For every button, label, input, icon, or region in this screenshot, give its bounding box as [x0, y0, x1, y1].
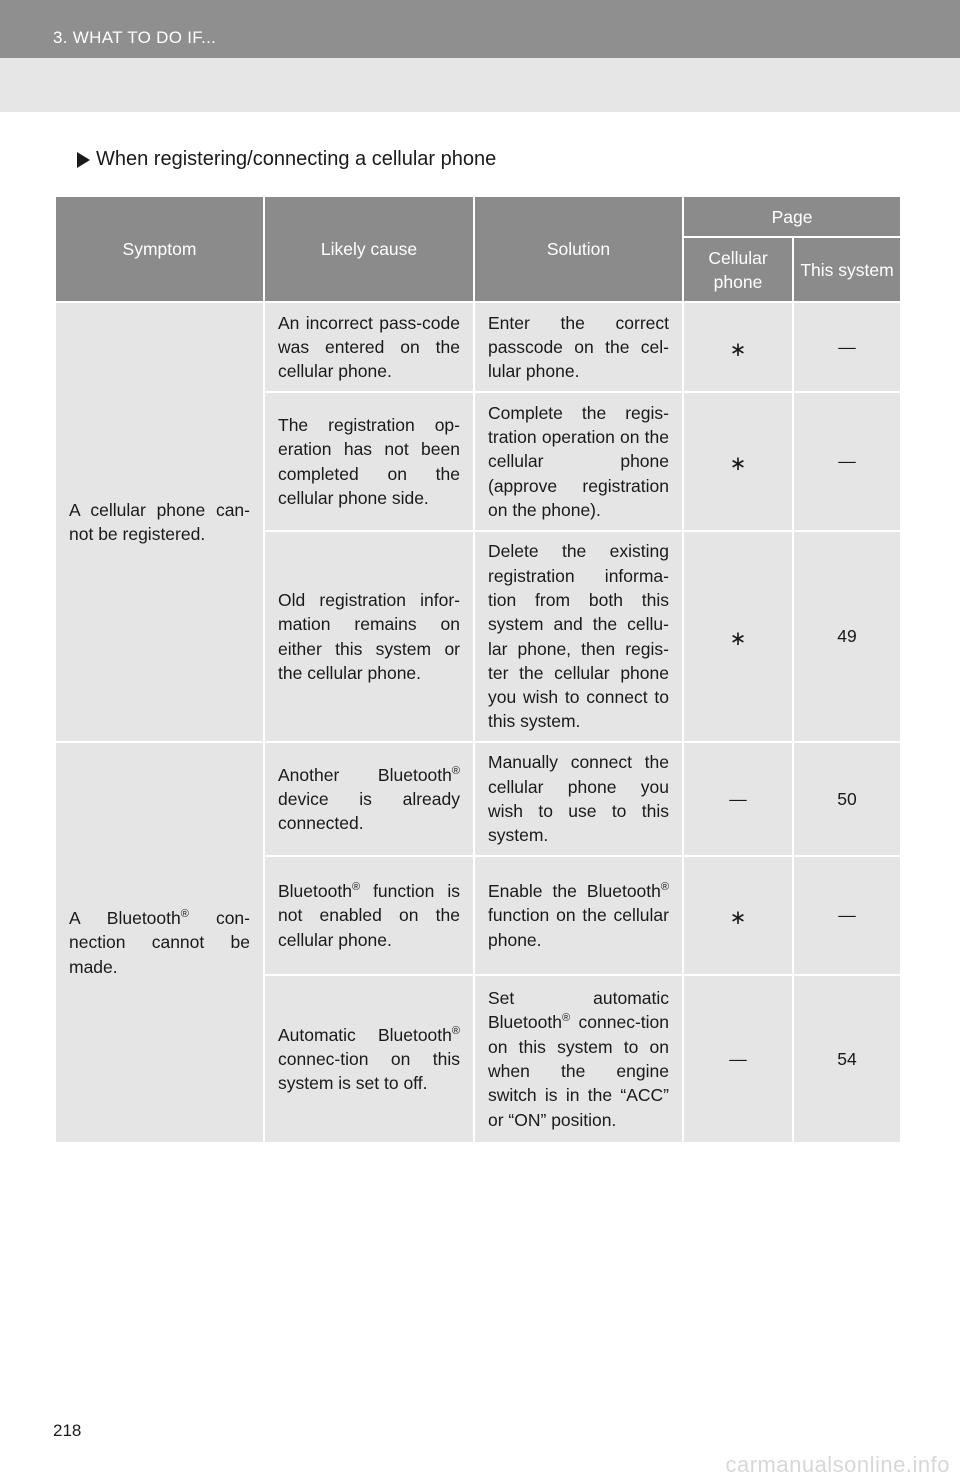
dash-mark: — [838, 336, 856, 357]
system-page-cell [793, 856, 901, 975]
cause-cell: Another Bluetooth® device is already connected. [264, 742, 474, 856]
header-solution: Solution [474, 196, 683, 302]
asterisk-mark: ∗ [729, 907, 747, 930]
section-heading-text: When registering/connecting a cellular phone [96, 148, 497, 170]
phone-page-cell [683, 742, 793, 856]
troubleshooting-table [54, 195, 902, 1144]
header-likely-cause: Likely cause [264, 196, 474, 302]
phone-page-cell [683, 531, 793, 742]
cause-cell: Bluetooth® function is not enabled on the cellular phone. [264, 856, 474, 975]
page-number: 218 [53, 1421, 82, 1440]
cause-cell: Old registration infor-mation remains on either this system or the cellular phone. [264, 531, 474, 742]
dash-mark: — [838, 905, 856, 926]
dash-mark: — [729, 788, 747, 809]
header-symptom: Symptom [55, 196, 264, 302]
section-heading [77, 148, 496, 171]
phone-page-cell [683, 302, 793, 392]
cause-cell: The registration op-eration has not been completed on the cellular phone side. [264, 392, 474, 531]
table-row [55, 302, 901, 392]
solution-cell: Enable the Bluetooth® function on the cellular phone. [474, 856, 683, 975]
system-page-cell [793, 392, 901, 531]
header-band [0, 58, 960, 112]
header-this-system: This system [793, 237, 901, 302]
phone-page-cell [683, 392, 793, 531]
solution-cell: Set automatic Bluetooth® connec-tion on this system to on when the engine switch is in the “ACC” or “ON” position. [474, 975, 683, 1143]
asterisk-mark: ∗ [729, 338, 747, 361]
header-bar [0, 0, 960, 58]
solution-cell: Enter the correct passcode on the cel-lular phone. [474, 302, 683, 392]
cause-cell: Automatic Bluetooth® connec-tion on this system is set to off. [264, 975, 474, 1143]
solution-cell: Complete the regis-tration operation on the cellular phone (approve registration on the phone). [474, 392, 683, 531]
system-page-number: 54 [793, 975, 901, 1143]
phone-page-cell [683, 856, 793, 975]
phone-page-cell [683, 975, 793, 1143]
system-page-number: 50 [793, 742, 901, 856]
dash-mark: — [729, 1048, 747, 1069]
asterisk-mark: ∗ [729, 628, 747, 651]
table-row [55, 742, 901, 856]
header-title: 3. WHAT TO DO IF... [53, 28, 217, 47]
watermark: carmanualsonline.info [725, 1452, 950, 1477]
solution-cell: Manually connect the cellular phone you wish to use to this system. [474, 742, 683, 856]
solution-cell: Delete the existing registration informa-tion from both this system and the cellu-lar phone, then regis-ter the cellular phone you wish to connect to this system. [474, 531, 683, 742]
system-page-number: 49 [793, 531, 901, 742]
system-page-cell [793, 302, 901, 392]
cause-cell: An incorrect pass-code was entered on the cellular phone. [264, 302, 474, 392]
header-page: Page [683, 196, 901, 237]
triangle-bullet-icon [77, 152, 90, 168]
symptom-cell: A Bluetooth® con-nection cannot be made. [55, 742, 264, 1143]
header-cellular-phone: Cellular phone [683, 237, 793, 302]
asterisk-mark: ∗ [729, 453, 747, 476]
symptom-cell: A cellular phone can-not be registered. [55, 302, 264, 742]
dash-mark: — [838, 451, 856, 472]
